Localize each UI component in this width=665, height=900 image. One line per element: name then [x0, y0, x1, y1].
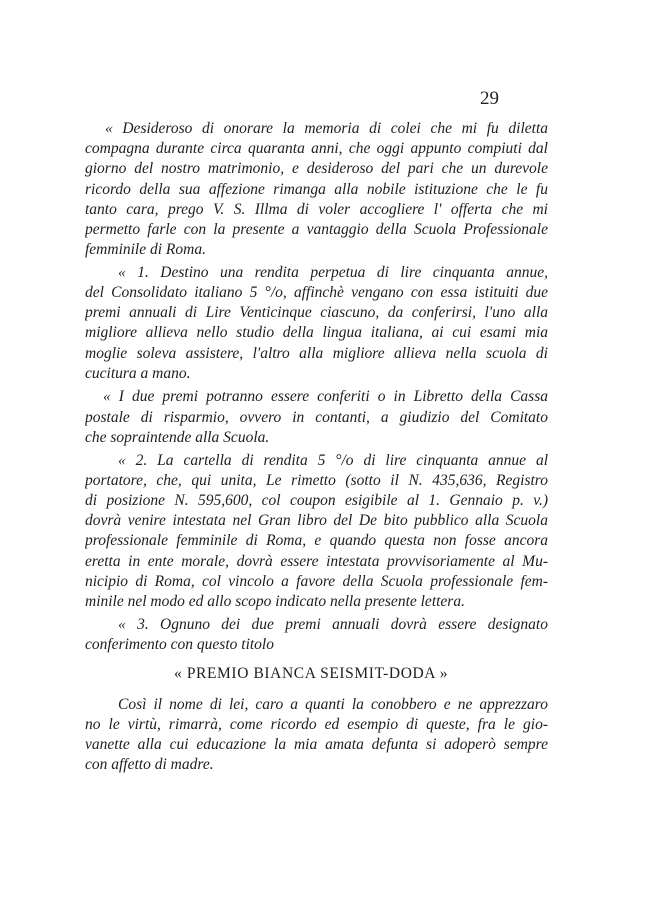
text-line: giorno del nostro matrimonio, e desideroso del pari che un durevole: [85, 161, 548, 178]
text-line: migliore allieva nello studio della lingua italiana, ai cui esami mia: [85, 325, 548, 342]
text-line: cucitura a mano.: [85, 364, 191, 382]
text-line: tanto cara, prego V. S. Illma di voler accogliere l' offerta che mi: [85, 201, 548, 218]
closing-line: Così il nome di lei, caro a quanti la conobbero e ne apprezzaro: [118, 696, 548, 713]
text-line: « 1. Destino una rendita perpetua di lire cinquanta annue,: [118, 264, 548, 281]
text-line: moglie soleva assistere, l'altro alla migliore allieva nella scuola di: [85, 345, 548, 362]
text-line: professionale femminile di Roma, e quando questa non fosse ancora: [85, 533, 548, 550]
page-number: 29: [480, 88, 499, 109]
text-line: premi annuali di Lire Venticinque ciascuno, da conferirsi, l'uno alla: [85, 305, 548, 322]
closing-line: no le virtù, rimarrà, come ricordo ed esempio di queste, fra le gio-: [85, 716, 548, 733]
text-line: « 2. La cartella di rendita 5 °/o di lire cinquanta annue al: [118, 452, 548, 469]
closing-line: con affetto di madre.: [85, 756, 214, 773]
text-line: conferimento con questo titolo: [85, 635, 274, 653]
text-line: postale di risparmio, ovvero in contanti, a giudizio del Comitato: [85, 409, 548, 426]
text-line: « Desideroso di onorare la memoria di colei che mi fu diletta: [105, 121, 548, 137]
text-line: portatore, che, qui unita, Le rimetto (sotto il N. 435,636, Registro: [85, 472, 548, 489]
text-line: del Consolidato italiano 5 °/o, affinchè vengano con essa istituiti due: [85, 285, 548, 301]
section-title: « PREMIO BIANCA SEISMIT-DODA »: [174, 664, 449, 682]
text-line: di posizione N. 595,600, col coupon esigibile al 1. Gennaio p. v.): [85, 493, 548, 509]
text-line: « I due premi potranno essere conferiti o in Libretto della Cassa: [103, 389, 548, 406]
text-line: femminile di Roma.: [85, 241, 206, 259]
text-line: minile nel modo ed allo scopo indicato nella presente lettera.: [85, 592, 465, 610]
text-line: che sopraintende alla Scuola.: [85, 428, 270, 446]
text-line: « 3. Ognuno dei due premi annuali dovrà essere designato: [118, 616, 548, 633]
closing-line: vanette alla cui educazione la mia amata defunta si adoperò sempre: [85, 736, 548, 753]
text-line: nicipio di Roma, col vincolo a favore della Scuola professionale fem-: [85, 573, 548, 590]
text-line: permetto farle con la presente a vantaggio della Scuola Professionale: [85, 221, 548, 238]
text-line: ricordo della sua affezione rimanga alla nobile istituzione che le fu: [85, 181, 548, 198]
text-line: dovrà venire intestata nel Gran libro del De bito pubblico alla Scuola: [85, 513, 548, 530]
text-line: eretta in ente morale, dovrà essere intestata provvisoriamente al Mu-: [85, 553, 548, 570]
text-line: compagna durante circa quaranta anni, che oggi appunto compiuti dal: [85, 141, 548, 158]
